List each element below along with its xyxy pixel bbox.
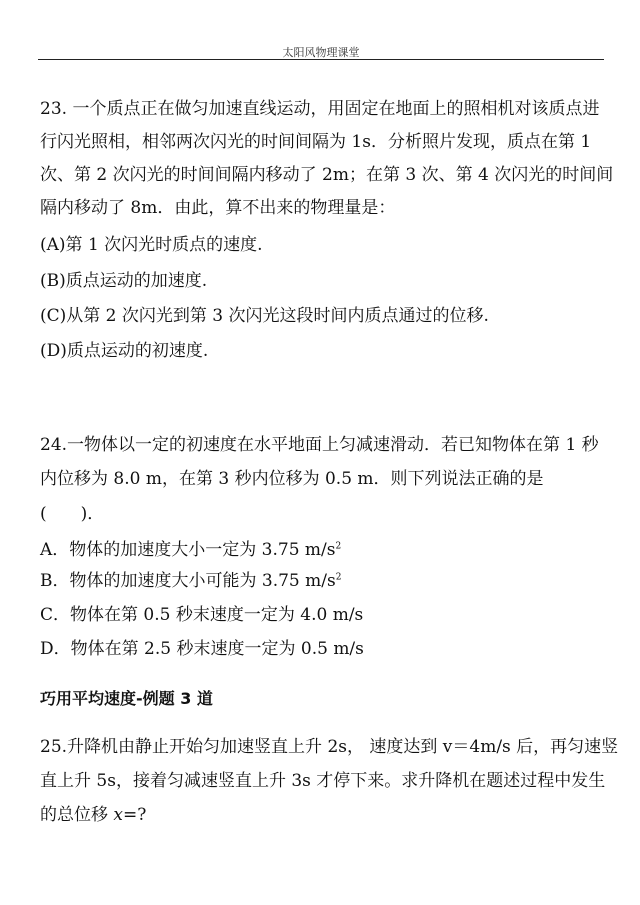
- q23-line-2: 行闪光照相，相邻两次闪光的时间间隔为 1s．分析照片发现，质点在第 1: [40, 132, 592, 152]
- q24-option-a-exponent: 2: [335, 541, 342, 552]
- q24-option-a: [40, 539, 341, 561]
- q25-line-3: [40, 804, 146, 826]
- header-divider: [38, 59, 604, 60]
- q23-option-d: (D)质点运动的初速度.: [40, 341, 209, 361]
- q23-option-b: (B)质点运动的加速度.: [40, 271, 208, 291]
- page-header: 太阳风物理课堂: [282, 46, 360, 59]
- q23-option-a: (A)第 1 次闪光时质点的速度.: [40, 235, 263, 255]
- q24-option-b-exponent: 2: [335, 572, 342, 583]
- q24-option-d: D．物体在第 2.5 秒末速度一定为 0.5 m/s: [40, 639, 364, 659]
- q24-option-c: C．物体在第 0.5 秒末速度一定为 4.0 m/s: [40, 605, 364, 625]
- q25-line-3-text: 的总位移: [40, 805, 114, 825]
- q24-line-3: ( )．: [40, 504, 105, 524]
- q25-line-2: 直上升 5s，接着匀减速竖直上升 3s 才停下来。求升降机在题述过程中发生: [40, 771, 606, 791]
- q23-option-c: (C)从第 2 次闪光到第 3 次闪光这段时间内质点通过的位移.: [40, 306, 489, 326]
- q24-option-b: [40, 570, 341, 592]
- q25-variable-x: x: [113, 805, 123, 825]
- q23-line-4: 隔内移动了 8m．由此，算不出来的物理量是：: [40, 198, 396, 218]
- q24-option-b-text: B．物体的加速度大小可能为 3.75 m/s: [40, 571, 336, 591]
- section-heading: 巧用平均速度-例题 3 道: [40, 689, 213, 708]
- q23-line-3: 次、第 2 次闪光的时间间隔内移动了 2m；在第 3 次、第 4 次闪光的时间间: [40, 165, 614, 185]
- q23-line-1: 23. 一个质点正在做匀加速直线运动，用固定在地面上的照相机对该质点进: [40, 99, 600, 119]
- q24-option-a-text: A．物体的加速度大小一定为 3.75 m/s: [40, 540, 336, 560]
- q25-line-3-tail: =?: [123, 805, 147, 825]
- q25-line-1: 25.升降机由静止开始匀加速竖直上升 2s， 速度达到 v＝4m/s 后，再匀速竖: [40, 737, 619, 757]
- q24-line-2: 内位移为 8.0 m，在第 3 秒内位移为 0.5 m．则下列说法正确的是: [40, 469, 544, 489]
- q24-line-1: 24.一物体以一定的初速度在水平地面上匀减速滑动．若已知物体在第 1 秒: [40, 435, 599, 455]
